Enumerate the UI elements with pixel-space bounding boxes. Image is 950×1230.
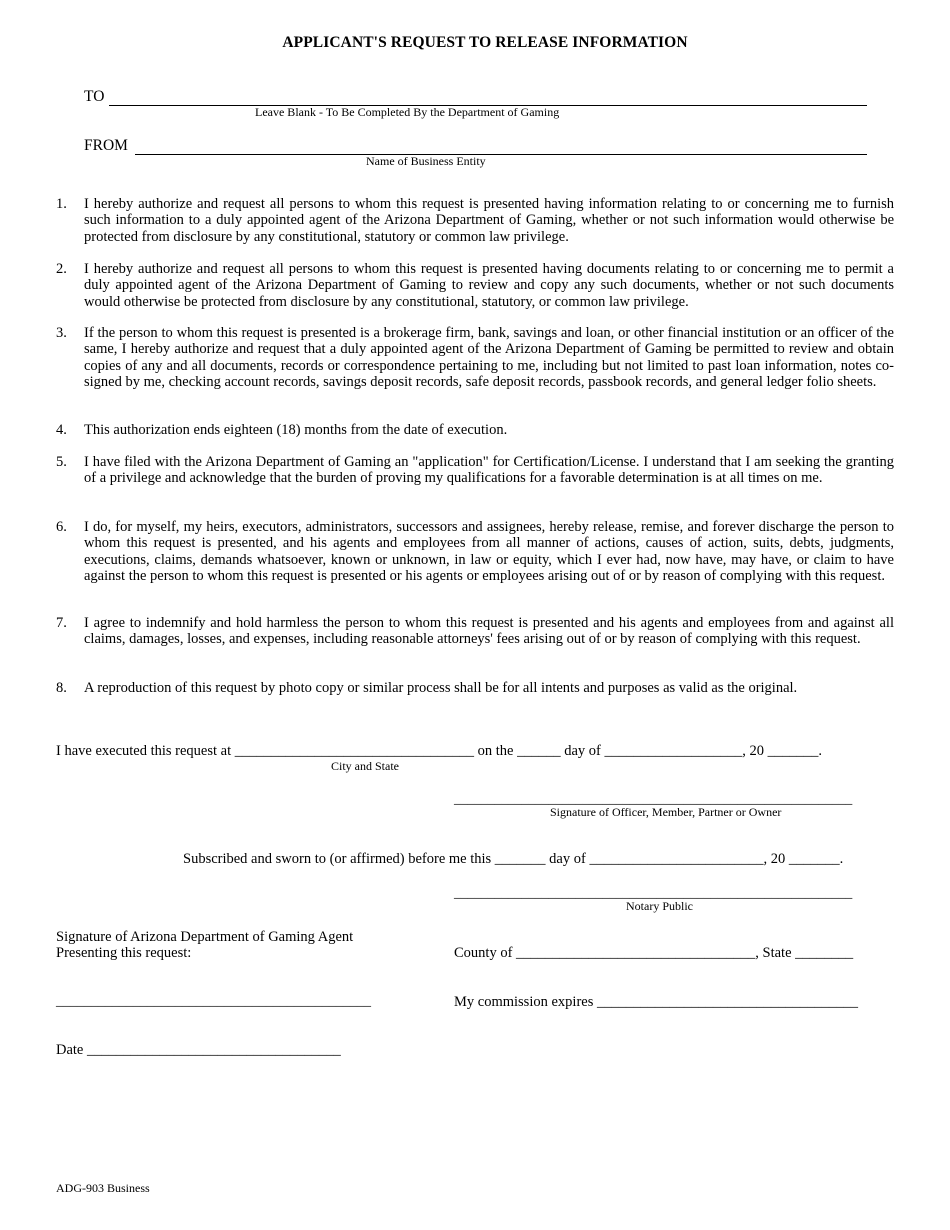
item-text: I do, for myself, my heirs, executors, administrators, successors and assignees, hereby release, remise, and forever discharge the person to whom this request is presented, and his agents and employees from all manner of actions, causes of action, suits, debts, judgments, executions, claims, demands whatsoever, known or unknown, in law or equity, which I ever had, now have, may have, or claim to have against the person to whom this request is presented or his agents or employees arising out of or by reason of complying with this request. bbox=[84, 519, 894, 584]
item-number: 4. bbox=[56, 422, 67, 438]
subscribed-sworn-line[interactable]: Subscribed and sworn to (or affirmed) before me this _______ day of ________________________, 20 _______. bbox=[183, 851, 844, 867]
date-line[interactable]: Date ___________________________________ bbox=[56, 1042, 341, 1058]
execution-line[interactable]: I have executed this request at _________________________________ on the ______ day of ___________________, 20 _______. bbox=[56, 743, 822, 759]
agent-label-line2: Presenting this request: bbox=[56, 945, 192, 961]
list-item bbox=[56, 519, 894, 584]
item-number: 6. bbox=[56, 519, 67, 535]
notary-caption: Notary Public bbox=[626, 899, 693, 913]
item-text: This authorization ends eighteen (18) months from the date of execution. bbox=[84, 422, 508, 438]
owner-signature-caption: Signature of Officer, Member, Partner or Owner bbox=[550, 805, 782, 819]
item-number: 2. bbox=[56, 261, 67, 277]
item-number: 1. bbox=[56, 196, 67, 212]
list-item bbox=[56, 261, 894, 310]
list-item bbox=[56, 325, 894, 390]
from-line[interactable] bbox=[135, 154, 867, 155]
item-text: I agree to indemnify and hold harmless the person to whom this request is presented and his agents and employees from and against all claims, damages, losses, and expenses, including reasonable attorneys' fees arising out of or by reason of complying with this request. bbox=[84, 615, 894, 648]
list-item bbox=[56, 422, 894, 438]
from-label: FROM bbox=[84, 137, 128, 154]
item-number: 7. bbox=[56, 615, 67, 631]
item-text: A reproduction of this request by photo copy or similar process shall be for all intents and purposes as valid as the original. bbox=[84, 680, 798, 696]
to-caption: Leave Blank - To Be Completed By the Department of Gaming bbox=[255, 105, 560, 119]
item-text: I hereby authorize and request all persons to whom this request is presented having information relating to or concerning me to furnish such information to a duly appointed agent of the Arizona Department of Gaming, whether or not such information would otherwise be protected from disclosure by any constitutional, statutory or common law privilege. bbox=[84, 196, 894, 245]
list-item bbox=[56, 680, 894, 696]
item-number: 5. bbox=[56, 454, 67, 470]
item-number: 3. bbox=[56, 325, 67, 341]
item-text: I have filed with the Arizona Department of Gaming an "application" for Certification/License. I understand that I am seeking the granting of a privilege and acknowledge that the burden of proving my qualifications for a favorable determination is at all times on me. bbox=[84, 454, 894, 487]
notary-signature-line[interactable]: ___________________________________________________________ bbox=[454, 885, 853, 900]
form-number: ADG-903 Business bbox=[56, 1181, 150, 1195]
from-caption: Name of Business Entity bbox=[366, 154, 486, 168]
item-number: 8. bbox=[56, 680, 67, 696]
to-label: TO bbox=[84, 88, 105, 105]
county-state-line[interactable]: County of _________________________________, State ________ bbox=[454, 945, 854, 961]
agent-signature-line[interactable]: _____________________________________________ bbox=[56, 994, 371, 1009]
list-item bbox=[56, 615, 894, 648]
commission-expires-line[interactable]: My commission expires ____________________________________ bbox=[454, 994, 858, 1010]
agent-label-line1: Signature of Arizona Department of Gaming Agent bbox=[56, 929, 354, 945]
list-item bbox=[56, 454, 894, 487]
owner-signature-line[interactable]: ___________________________________________________________ bbox=[454, 791, 853, 806]
to-field bbox=[84, 88, 867, 118]
from-field bbox=[84, 137, 867, 167]
item-text: If the person to whom this request is presented is a brokerage firm, bank, savings and loan, or other financial institution or an officer of the same, I hereby authorize and request that a duly appointed agent of the Arizona Department of Gaming be permitted to review and obtain copies of any and all documents, records or correspondence pertaining to me, including but not limited to past loan information, notes co-signed by me, checking account records, savings deposit records, safe deposit records, passbook records, and general ledger folio sheets. bbox=[84, 325, 894, 390]
document-title: APPLICANT'S REQUEST TO RELEASE INFORMATION bbox=[282, 34, 688, 51]
list-item bbox=[56, 196, 894, 245]
item-text: I hereby authorize and request all persons to whom this request is presented having documents relating to or concerning me to permit a duly appointed agent of the Arizona Department of Gaming to review and copy any such documents, whether or not such documents would otherwise be protected from disclosure by any constitutional, statutory, or common law privilege. bbox=[84, 261, 894, 310]
city-state-caption: City and State bbox=[331, 759, 399, 773]
